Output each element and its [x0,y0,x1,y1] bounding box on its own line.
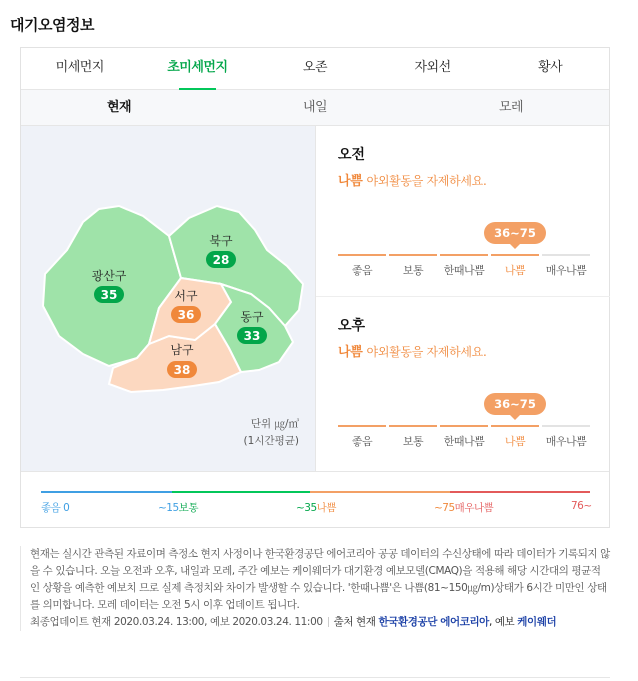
legend-good: 좋음 0 [41,502,70,514]
scale-seg-normal [389,254,437,256]
divider [328,617,329,627]
district-value-nam: 38 [173,363,191,377]
scale-label-normal: 보통 [402,435,424,448]
source-prefix: 출처 현재 [333,616,376,628]
scale-seg-bad [491,254,539,256]
forecast-pm-grade: 나쁨 [338,345,363,360]
scale-label-good: 좋음 [351,435,373,448]
legend-very-bad [434,500,493,515]
legend-bar-good [41,491,172,493]
scale-seg-partly-bad [440,254,488,256]
legend-normal [158,500,198,515]
tab-tomorrow[interactable]: 내일 [302,100,328,115]
district-name-nam: 남구 [170,343,194,357]
forecast-pm-message: 야외활동을 자제하세요. [366,345,487,359]
forecast-panel [315,126,609,471]
district-name-gwangsan: 광산구 [91,269,127,283]
district-value-gwangsan: 35 [100,288,118,302]
scale-label-partly-bad: 한때나쁨 [443,435,485,448]
scale-seg-good [338,254,386,256]
scale-seg-very-bad [542,425,590,427]
forecast-am-title: 오전 [338,147,366,163]
scale-seg-partly-bad [440,425,488,427]
legend-bar-very-bad [450,491,590,493]
source-mid: , 예보 [488,616,515,628]
unit-note [244,416,299,450]
legend-bad [296,500,336,515]
tab-yellow-dust[interactable]: 황사 [538,60,563,75]
source-kweather-link[interactable]: 케이웨더 [517,616,557,628]
forecast-pm-range: 36~75 [484,393,546,415]
forecast-am-status [338,170,486,189]
air-quality-card [20,47,610,528]
forecast-am [316,126,610,296]
scale-seg-very-bad [542,254,590,256]
legend-very-bad-label: 매우나쁨 [454,502,494,514]
forecast-am-range: 36~75 [484,222,546,244]
legend-normal-threshold: ~15 [158,502,179,514]
update-time: 최종업데이트 현재 2020.03.24. 13:00, 예보 2020.03.24. 11:00 [30,616,323,628]
tab-now[interactable]: 현재 [106,100,132,115]
update-info [30,614,610,631]
tab-ultrafine-dust[interactable]: 초미세먼지 [139,48,257,89]
district-value-buk: 28 [212,253,230,267]
legend-bad-label: 나쁨 [316,502,336,514]
legend-bar-bad [310,491,450,493]
tab-uv[interactable]: 자외선 [414,60,451,75]
legend-bad-threshold: ~35 [296,502,317,514]
forecast-am-message: 야외활동을 자제하세요. [366,174,487,188]
day-tabs [21,90,609,126]
bottom-divider [20,677,610,678]
unit-label: 단위 ㎍/㎥ [250,418,299,430]
scale-label-bad: 나쁨 [504,264,526,277]
district-map [21,126,315,471]
legend-very-bad-threshold: ~75 [434,502,455,514]
scale-seg-normal [389,425,437,427]
unit-average: (1시간평균) [243,435,299,447]
district-name-buk: 북구 [209,234,233,248]
data-notice [20,546,610,631]
legend-normal-label: 보통 [178,502,198,514]
page-title: 대기오염정보 [10,16,94,34]
tab-ozone[interactable]: 오존 [302,60,328,75]
forecast-pm-status [338,341,486,360]
forecast-am-grade: 나쁨 [338,174,363,189]
forecast-pm-title: 오후 [338,318,366,334]
tab-day-after[interactable]: 모레 [498,100,524,115]
legend-bar-normal [172,491,310,493]
pollutant-tabs [21,48,609,90]
scale-label-very-bad: 매우나쁨 [545,435,587,448]
forecast-am-scale [338,254,592,294]
legend-max: 76~ [571,500,592,512]
source-airkorea-link[interactable]: 한국환경공단 에어코리아 [378,616,489,628]
scale-label-normal: 보통 [402,264,424,277]
scale-label-bad: 나쁨 [504,435,526,448]
notice-body: 현재는 실시간 관측된 자료이며 측정소 현지 사정이나 한국환경공단 에어코리아 공공 데이터의 수신상태에 따라 데이터가 기록되지 않을 수 있습니다. 오늘 오전과 오후, 내일과 모레, 주간 예보는 케이웨더가 대기환경 예보모델(CMAQ)을 적용해 해당 시간대의 평균적인 상황을 예측한 예보치 므로 실제 측정치와 차이가 발생할 수 있습니다. '한때나쁨'은 나쁨(81~150㎍/m)상태가 6시간 미만인 상태를 의미합니다. 모레 데이터는 오전 5시 이후 업데이트 됩니다. [30,548,610,611]
tab-fine-dust[interactable]: 미세먼지 [55,60,104,75]
scale-label-good: 좋음 [351,264,373,277]
scale-label-partly-bad: 한때나쁨 [443,264,485,277]
forecast-pm [316,296,610,466]
scale-seg-good [338,425,386,427]
district-name-dong: 동구 [240,310,264,324]
district-name-seo: 서구 [174,289,198,303]
forecast-pm-scale [338,425,592,465]
scale-seg-bad [491,425,539,427]
scale-label-very-bad: 매우나쁨 [545,264,587,277]
district-value-dong: 33 [243,329,261,343]
district-value-seo: 36 [177,308,195,322]
grade-legend [21,471,609,528]
